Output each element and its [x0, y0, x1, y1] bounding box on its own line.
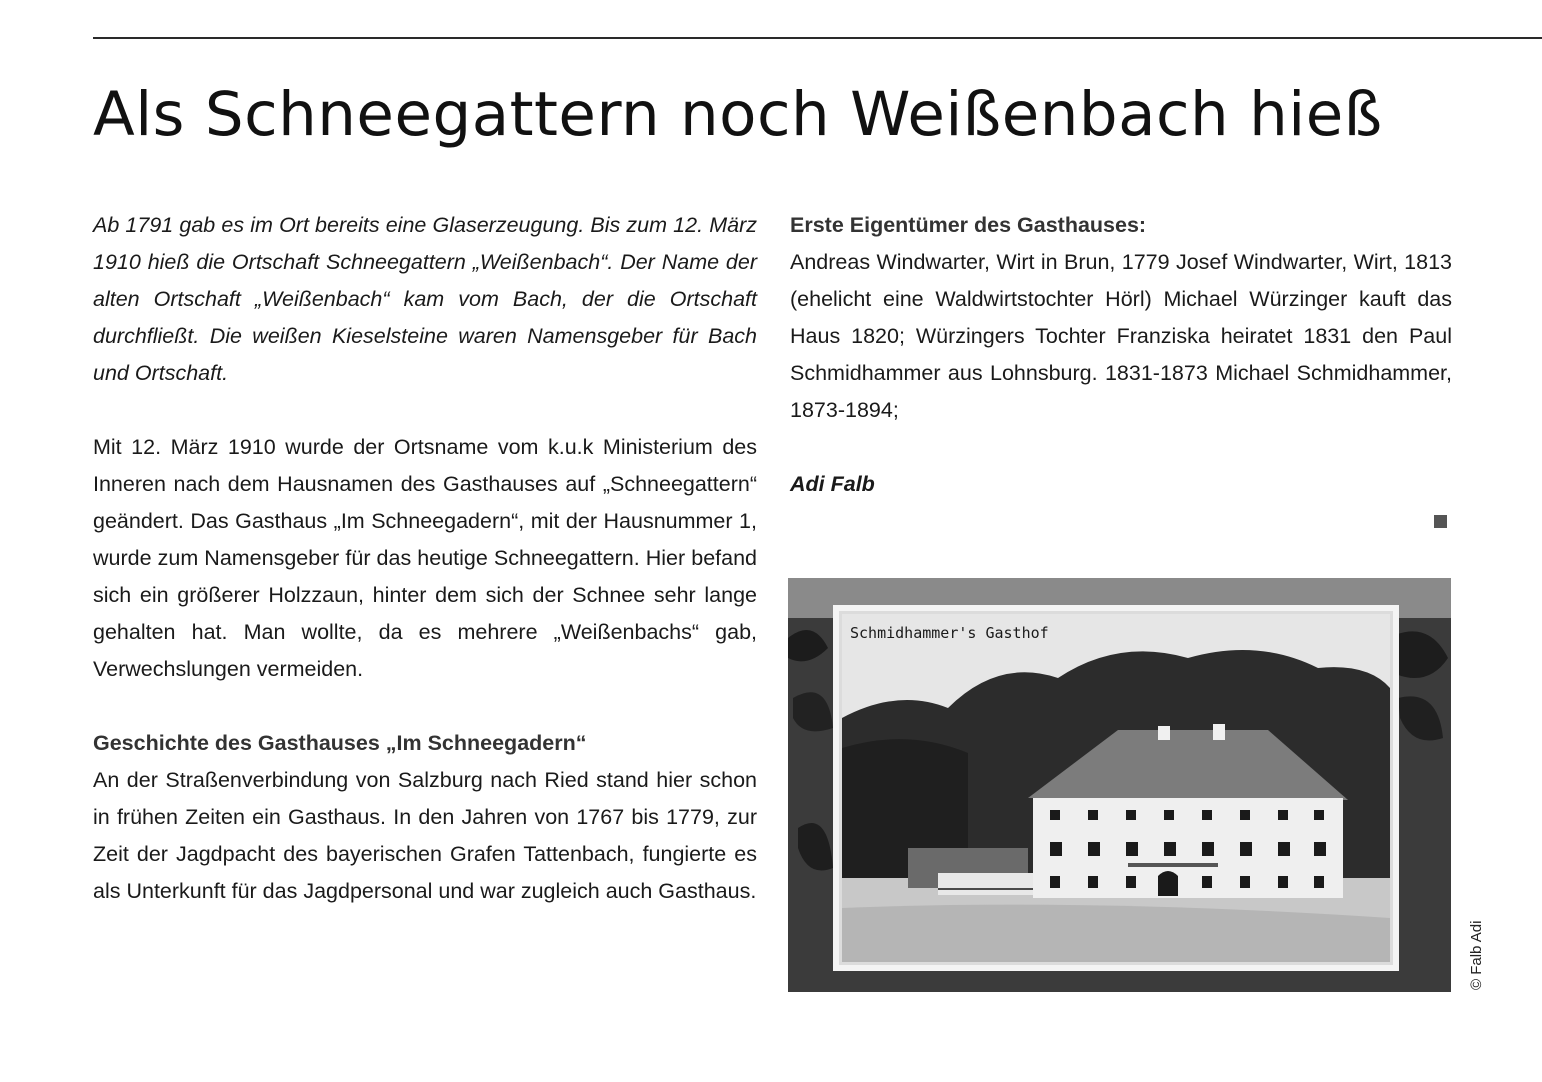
subheading-owners: Erste Eigentümer des Gasthauses:: [790, 213, 1147, 237]
postcard-caption: Schmidhammer's Gasthof: [850, 624, 1049, 642]
postcard-illustration: [788, 578, 1451, 992]
right-column: [790, 207, 1452, 503]
body-paragraph-3: Andreas Windwarter, Wirt in Brun, 1779 Josef Windwarter, Wirt, 1813 (ehelicht eine Waldwirtstochter Hörl) Michael Würzinger kauft das Haus 1820; Würzingers Tochter Franziska heiratet 1831 den Paul Schmidhammer aus Lohnsburg. 1831-1873 Michael Schmidhammer, 1873-1894;: [790, 250, 1452, 422]
top-rule: [93, 37, 1542, 39]
intro-paragraph: Ab 1791 gab es im Ort bereits eine Glaserzeugung. Bis zum 12. März 1910 hieß die Ortschaft Schneegattern „Weißenbach“. Der Name der alten Ortschaft „Weißenbach“ kam vom Bach, der die Ortschaft durchfließt. Die weißen Kieselsteine waren Namensgeber für Bach und Ortschaft.: [93, 213, 757, 385]
subheading-history: Geschichte des Gasthauses „Im Schneegadern“: [93, 731, 587, 755]
historic-postcard-photo: [788, 578, 1451, 992]
photo-credit: © Falb Adi: [1468, 920, 1485, 990]
author-name: Adi Falb: [790, 472, 875, 496]
body-paragraph-1: Mit 12. März 1910 wurde der Ortsname vom k.u.k Ministerium des Inneren nach dem Hausnamen des Gasthauses auf „Schneegattern“ geändert. Das Gasthaus „Im Schneegadern“, mit der Hausnummer 1, wurde zum Namensgeber für das heutige Schneegattern. Hier befand sich ein größerer Holzzaun, hinter dem sich der Schnee sehr lange gehalten hat. Man wollte, da es mehrere „Weißenbachs“ gab, Verwechslungen vermeiden.: [93, 435, 757, 681]
left-column: [93, 207, 757, 910]
body-paragraph-2: An der Straßenverbindung von Salzburg nach Ried stand hier schon in frühen Zeiten ein Gasthaus. In den Jahren von 1767 bis 1779, zur Zeit der Jagdpacht des bayerischen Grafen Tattenbach, fungierte es als Unterkunft für das Jagdpersonal und war zugleich auch Gasthaus.: [93, 768, 757, 903]
article-title: Als Schneegattern noch Weißenbach hieß: [93, 79, 1383, 150]
end-of-article-mark: [1434, 515, 1447, 528]
